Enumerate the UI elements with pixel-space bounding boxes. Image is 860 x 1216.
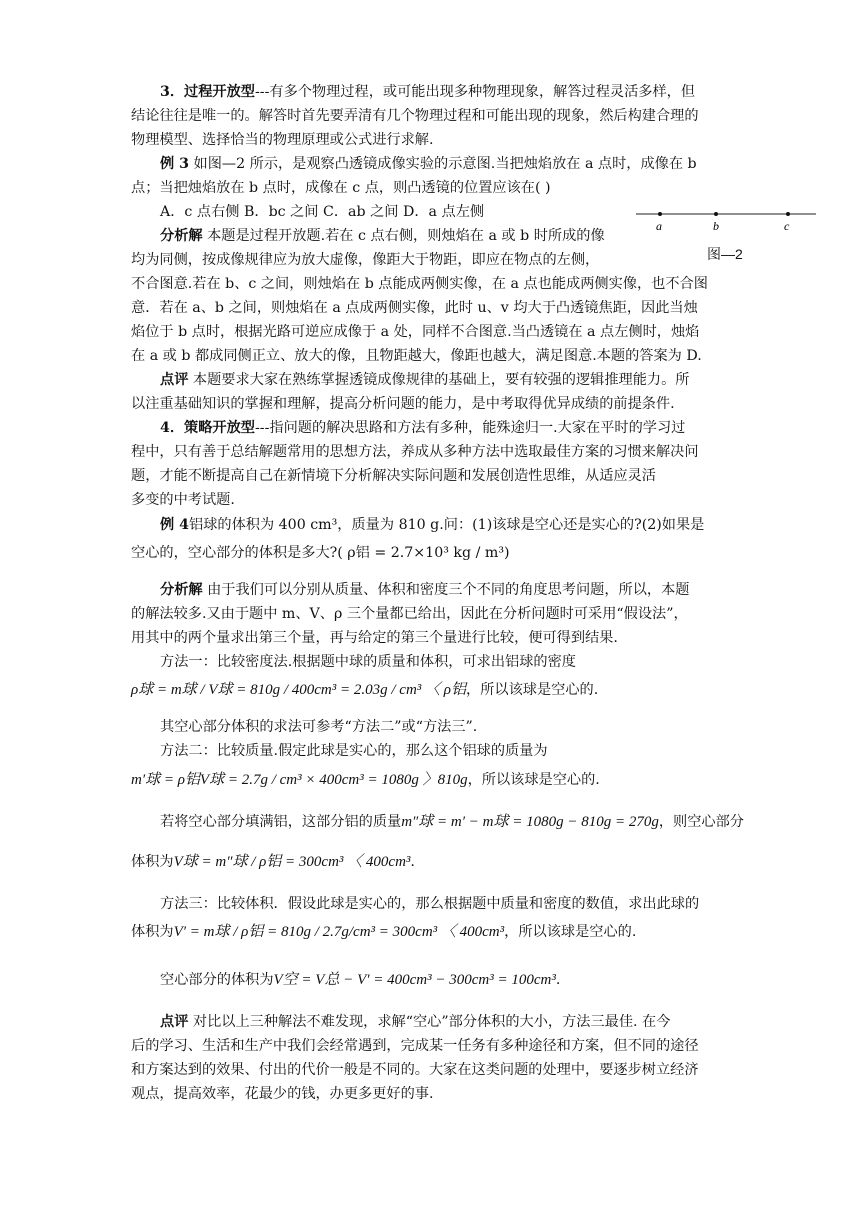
method-2-line-1: 方法二：比较质量.假定此球是实心的，那么这个铝球的质量为: [160, 743, 548, 759]
method-3-line-2: 体积为V′ = m球 / ρ铝 = 810g / 2.7g/cm³ = 300cm³ 〈 400cm³，所以该球是空心的.: [131, 924, 637, 940]
volume-formula: V′ = m球 / ρ铝 = 810g / 2.7g/cm³ = 300cm³ 〈 400cm³: [173, 924, 505, 940]
example-3-line-1: 例 3 如图—2 所示，是观察凸透镜成像实验的示意图.当把烛焰放在 a 点时，成像在 b: [160, 156, 697, 172]
cavity-mass-formula: m″球 = m′ − m球 = 1080g − 810g = 270g: [401, 814, 659, 830]
example-4-line-2: 空心的，空心部分的体积是多大?( ρ铝 = 2.7×10³ kg / m³): [131, 545, 510, 561]
section-3-line-2: 结论往往是唯一的。解答时首先要弄清有几个物理过程和可能出现的现象，然后构建合理的: [131, 108, 699, 124]
analysis-3-line-2: 均为同侧，按成像规律应为放大虚像，像距大于物距，即应在物点的左侧，: [131, 252, 600, 268]
comment-4-line-4: 观点，提高效率，花最少的钱，办更多更好的事.: [131, 1086, 434, 1102]
analysis-4-line-2: 的解法较多.又由于题中 m、V、ρ 三个量都已给出，因此在分析问题时可采用“假设法”，: [131, 606, 688, 622]
example-4-label: 例 4: [160, 517, 189, 533]
hollow-volume-formula: V空 = V总 − V′ = 400cm³ − 300cm³ = 100cm³: [273, 972, 556, 988]
analysis-3-line-6: 在 a 或 b 都成同侧正立、放大的像，且物距越大，像距也越大，满足图意.本题的答案为 D.: [131, 348, 702, 364]
comment-4-label: 点评: [160, 1014, 189, 1030]
method-3-line-3: 空心部分的体积为V空 = V总 − V′ = 400cm³ − 300cm³ = 100cm³.: [160, 972, 561, 988]
method-1-formula-line: ρ球 = m球 / V球 = 810g / 400cm³ = 2.03g / cm³ 〈 ρ铝，所以该球是空心的.: [131, 682, 599, 698]
comment-4-line-2: 后的学习、生活和生产中我们会经常遇到，完成某一任务有多种途径和方案，但不同的途径: [131, 1038, 699, 1054]
point-a-label: a: [656, 219, 662, 233]
figure-2-caption: 图—2: [707, 246, 743, 262]
analysis-4-label: 分析解: [160, 582, 203, 598]
method-2-line-4: 体积为V球 = m″球 / ρ铝 = 300cm³ 〈 400cm³.: [131, 854, 415, 870]
section-4-title: 4．策略开放型: [160, 420, 255, 436]
point-c-dot: [786, 212, 790, 216]
point-b-dot: [714, 212, 718, 216]
point-c-label: c: [784, 219, 790, 233]
density-formula: ρ球 = m球 / V球 = 810g / 400cm³ = 2.03g / cm³ 〈 ρ铝: [131, 682, 466, 698]
analysis-3-line-1: 分析解 本题是过程开放题.若在 c 点右侧，则烛焰在 a 或 b 时所成的像: [160, 228, 605, 244]
method-2-formula-line: m′球 = ρ铝V球 = 2.7g / cm³ × 400cm³ = 1080g 〉810g，所以该球是空心的.: [131, 772, 600, 788]
example-3-options: A．c 点右侧 B．bc 之间 C．ab 之间 D．a 点左侧: [160, 204, 485, 220]
section-4-line-3: 题，才能不断提高自己在新情境下分析解决实际问题和发展创造性思维，从适应灵活: [131, 468, 656, 484]
method-1-line-1: 方法一：比较密度法.根据题中球的质量和体积，可求出铝球的密度: [160, 654, 576, 670]
comment-3-label: 点评: [160, 372, 189, 388]
analysis-4-line-3: 用其中的两个量求出第三个量，再与给定的第三个量进行比较，便可得到结果.: [131, 630, 618, 646]
section-4-line-2: 程中，只有善于总结解题常用的思想方法，养成从多种方法中选取最佳方案的习惯来解决问: [131, 444, 699, 460]
example-4-line-1: 例 4铝球的体积为 400 cm³，质量为 810 g.问：(1)该球是空心还是实心的?(2)如果是: [160, 517, 705, 533]
example-3-line-2: 点；当把烛焰放在 b 点时，成像在 c 点，则凸透镜的位置应该在( ): [131, 180, 551, 196]
analysis-3-line-5: 焰位于 b 点时，根据光路可逆应成像于 a 处，同样不合图意.当凸透镜在 a 点左侧时，烛焰: [131, 324, 700, 340]
section-3-line-1: 3．过程开放型---有多个物理过程，或可能出现多种物理现象，解答过程灵活多样，但: [160, 84, 696, 100]
analysis-3-line-4: 意．若在 a、b 之间，则烛焰在 a 点成两侧实像，此时 u、v 均大于凸透镜焦距，因此当烛: [131, 300, 698, 316]
mass-formula: m′球 = ρ铝V球 = 2.7g / cm³ × 400cm³ = 1080g 〉810g: [131, 772, 468, 788]
method-1-line-3: 其空心部分体积的求法可参考“方法二”或“方法三”.: [160, 719, 478, 735]
analysis-3-label: 分析解: [160, 228, 203, 244]
analysis-3-line-3: 不合图意.若在 b、c 之间，则烛焰在 b 点能成两侧实像，在 a 点也能成两侧实像，也不合图: [131, 276, 708, 292]
comment-3-line-2: 以注重基础知识的掌握和理解，提高分析问题的能力，是中考取得优异成绩的前提条件.: [131, 396, 675, 412]
method-2-line-3: 若将空心部分填满铝，这部分铝的质量m″球 = m′ − m球 = 1080g − 810g = 270g，则空心部分: [160, 814, 744, 830]
example-3-label: 例 3: [160, 156, 189, 172]
section-4-line-1: 4．策略开放型---指问题的解决思路和方法有多种，能殊途归一.大家在平时的学习过: [160, 420, 686, 436]
section-4-line-4: 多变的中考试题.: [131, 492, 235, 508]
comment-3-line-1: 点评 本题要求大家在熟练掌握透镜成像规律的基础上，要有较强的逻辑推理能力。所: [160, 372, 690, 388]
comment-4-line-1: 点评 对比以上三种解法不难发现，求解“空心”部分体积的大小，方法三最佳. 在今: [160, 1014, 671, 1030]
method-3-line-1: 方法三：比较体积．假设此球是实心的，那么根据题中质量和密度的数值，求出此球的: [160, 896, 700, 912]
comment-4-line-3: 和方案达到的效果、付出的代价一般是不同的。大家在这类问题的处理中，要逐步树立经济: [131, 1062, 699, 1078]
point-a-dot: [658, 212, 662, 216]
section-3-title: 3．过程开放型: [160, 84, 255, 100]
section-3-line-3: 物理模型、选择恰当的物理原理或公式进行求解.: [131, 132, 434, 148]
analysis-4-line-1: 分析解 由于我们可以分别从质量、体积和密度三个不同的角度思考问题，所以，本题: [160, 582, 690, 598]
cavity-volume-formula: V球 = m″球 / ρ铝 = 300cm³ 〈 400cm³: [173, 854, 411, 870]
point-b-label: b: [713, 219, 719, 233]
